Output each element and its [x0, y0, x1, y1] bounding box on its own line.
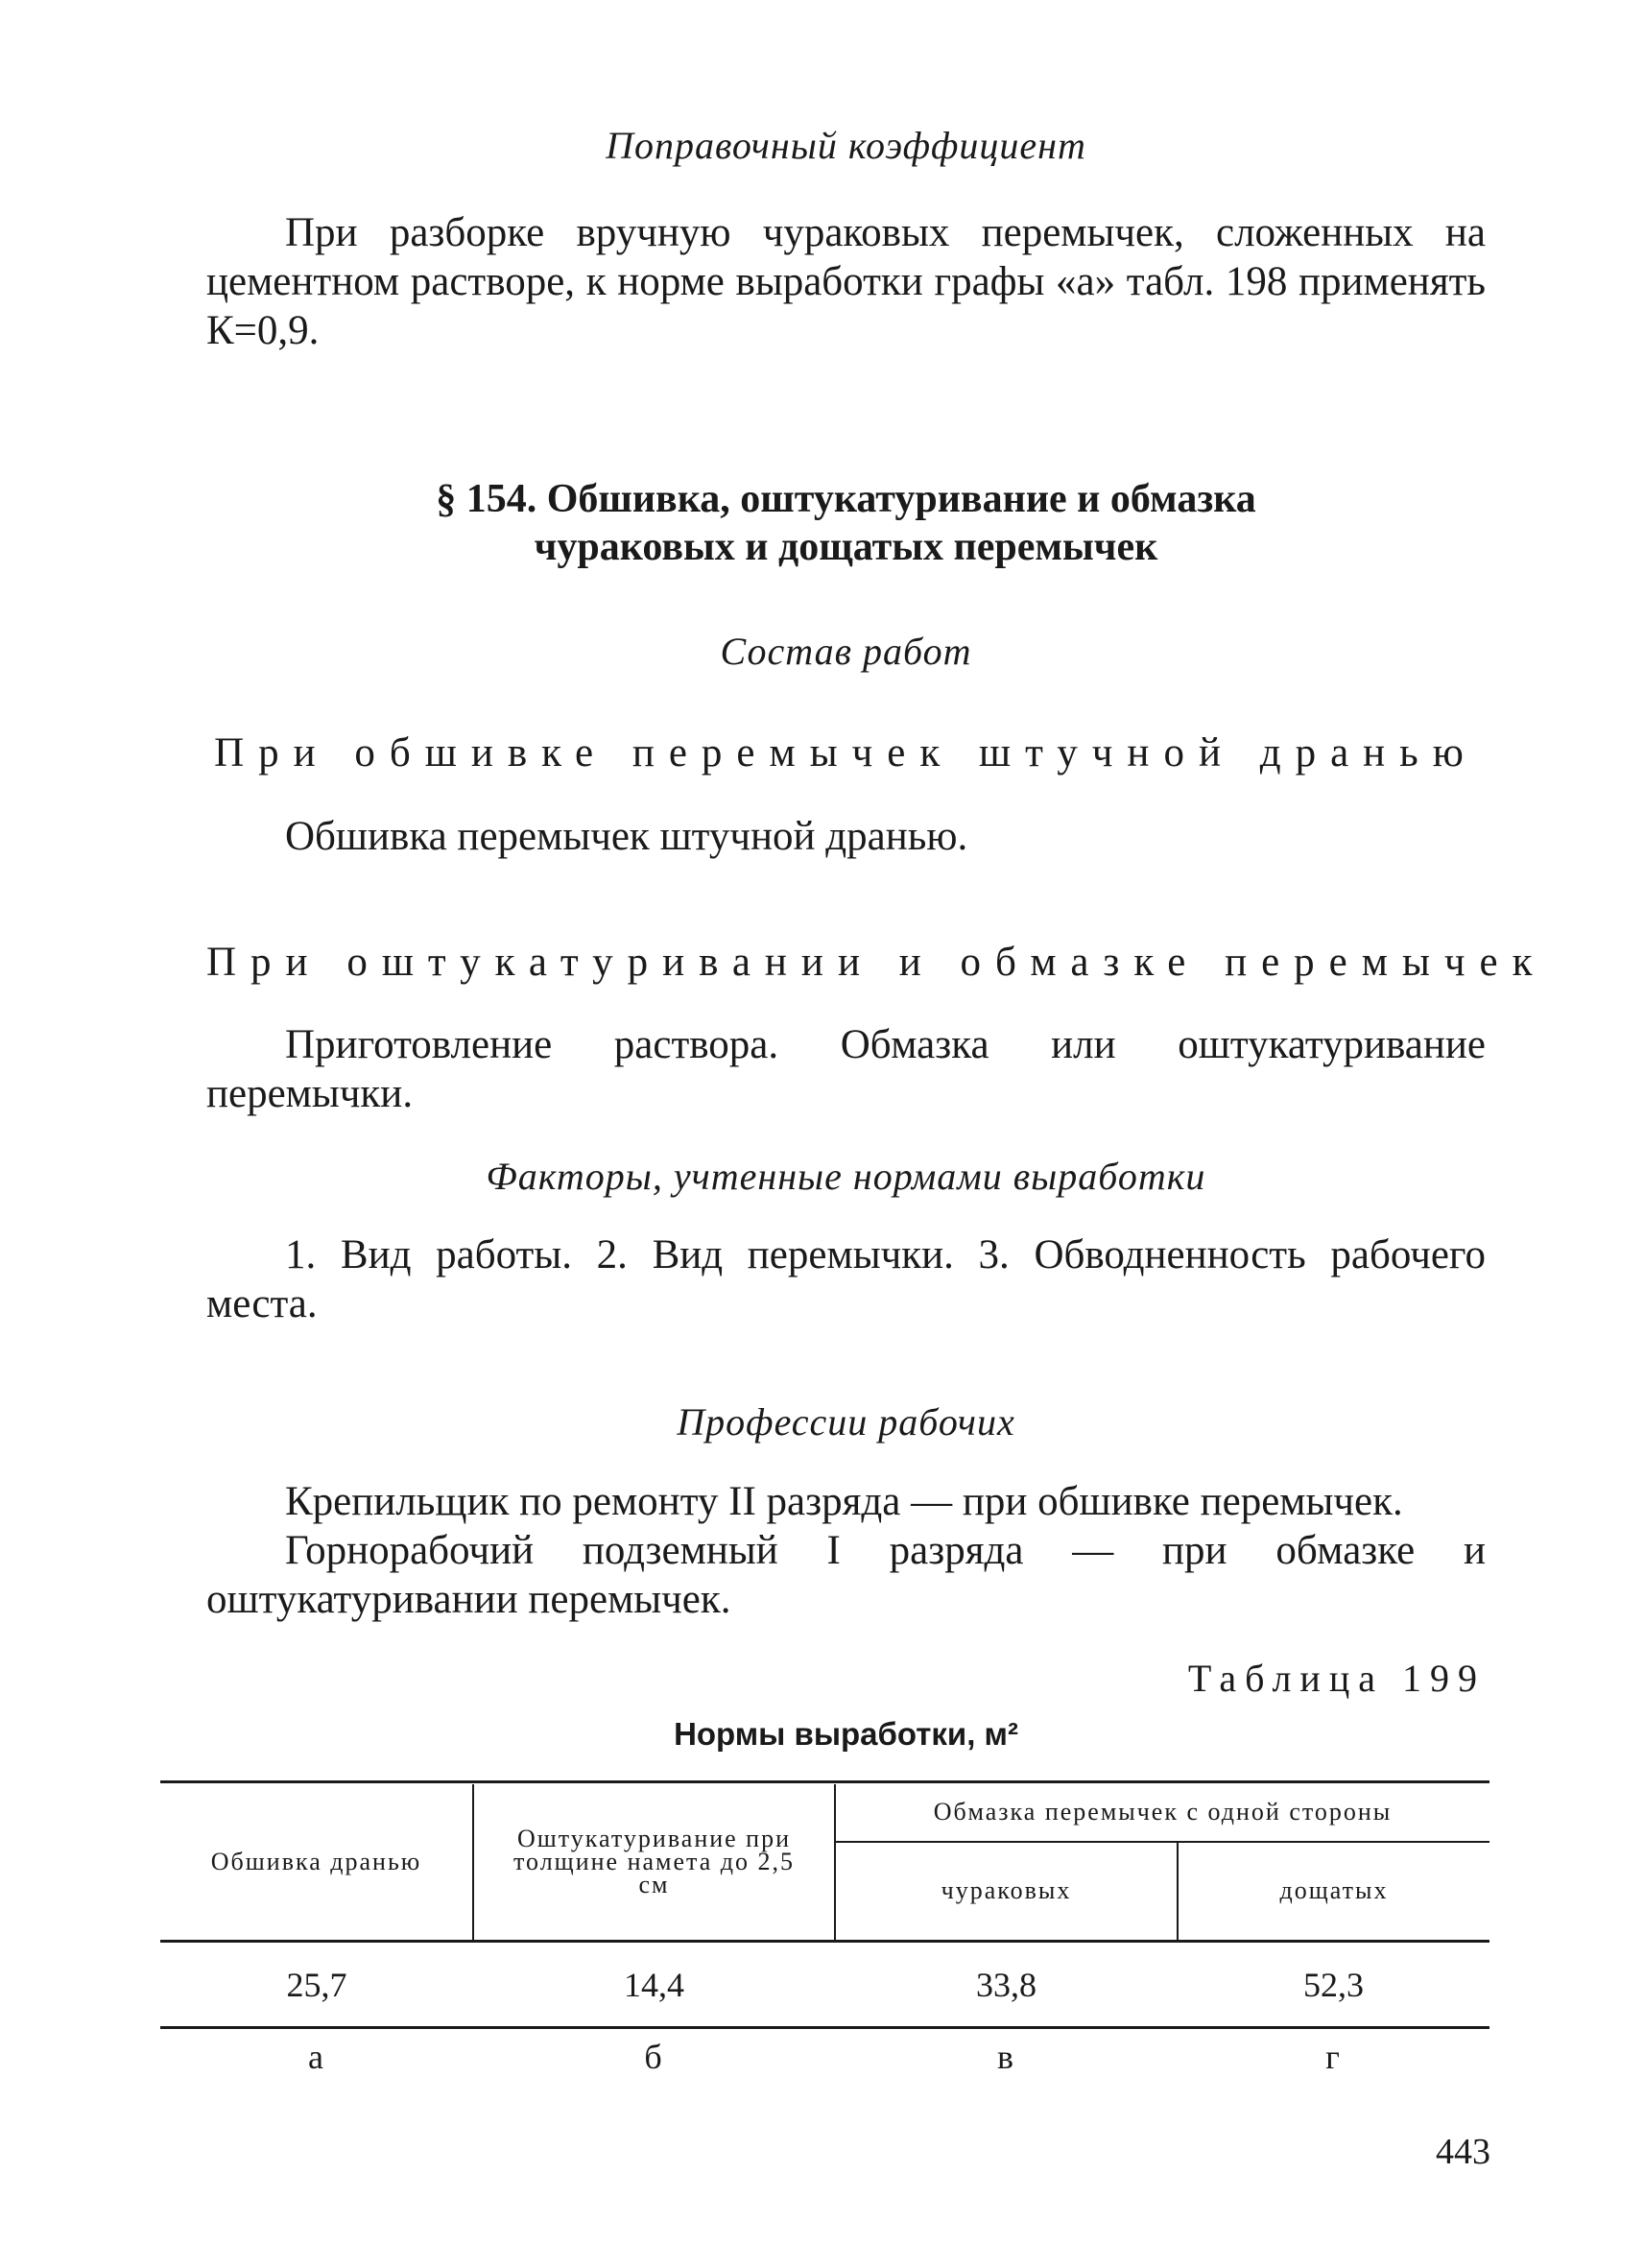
- composition-text-2: Приготовление раствора. Обмазка или оштукатуривание перемычки.: [206, 1022, 1486, 1116]
- table-label: Таблица 199: [1187, 1657, 1486, 1700]
- header-col3: чураковых: [835, 1842, 1178, 1942]
- norms-table: [160, 1780, 1489, 2086]
- header-col2: Оштукатуривание при толщине намета до 2,5 см: [473, 1784, 835, 1942]
- header-group: Обмазка перемычек с одной стороны: [835, 1784, 1489, 1842]
- composition-subheading-1: При обшивке перемычек штучной дранью: [214, 730, 1478, 776]
- page-number: 443: [1436, 2132, 1490, 2172]
- section-title-line2: чураковых и дощатых перемычек: [534, 525, 1158, 569]
- composition-subheading-2: При оштукатуривании и обмазке перемычек: [206, 940, 1547, 985]
- section-title-line1: § 154. Обшивка, оштукатуривание и обмазка: [436, 477, 1256, 521]
- column-letter: г: [1325, 2038, 1342, 2077]
- professions-line-1: Крепильщик по ремонту II разряда — при обшивке перемычек.: [285, 1479, 1403, 1524]
- value-cell: 33,8: [976, 1965, 1036, 2004]
- professions-heading: Профессии рабочих: [677, 1400, 1015, 1444]
- section-title: [206, 475, 1486, 571]
- column-letter: а: [308, 2038, 325, 2077]
- value-cell: 52,3: [1303, 1965, 1364, 2004]
- composition-text-1: Обшивка перемычек штучной дранью.: [285, 814, 968, 859]
- header-col1: Обшивка дранью: [160, 1784, 473, 1942]
- value-cell: 14,4: [624, 1965, 684, 2004]
- factors-heading: Факторы, учтенные нормами выработки: [486, 1155, 1206, 1198]
- table-title: Нормы выработки, м²: [674, 1716, 1018, 1752]
- value-cell: 25,7: [286, 1965, 347, 2004]
- factors-text: 1. Вид работы. 2. Вид перемычки. 3. Обводненность рабочего места.: [206, 1232, 1486, 1326]
- correction-text: При разборке вручную чураковых перемычек, сложенных на цементном растворе, к норме выработки графы «а» табл. 198 применять К=0,9.: [206, 210, 1486, 353]
- correction-heading: Поправочный коэффициент: [606, 124, 1086, 167]
- column-letter: б: [644, 2038, 664, 2077]
- header-col4: дощатых: [1279, 1876, 1389, 1905]
- column-letter: в: [997, 2038, 1015, 2077]
- composition-heading: Состав работ: [720, 630, 972, 673]
- professions-line-2: Горнорабочий подземный I разряда — при обмазке и оштукатуривании перемычек.: [206, 1528, 1486, 1622]
